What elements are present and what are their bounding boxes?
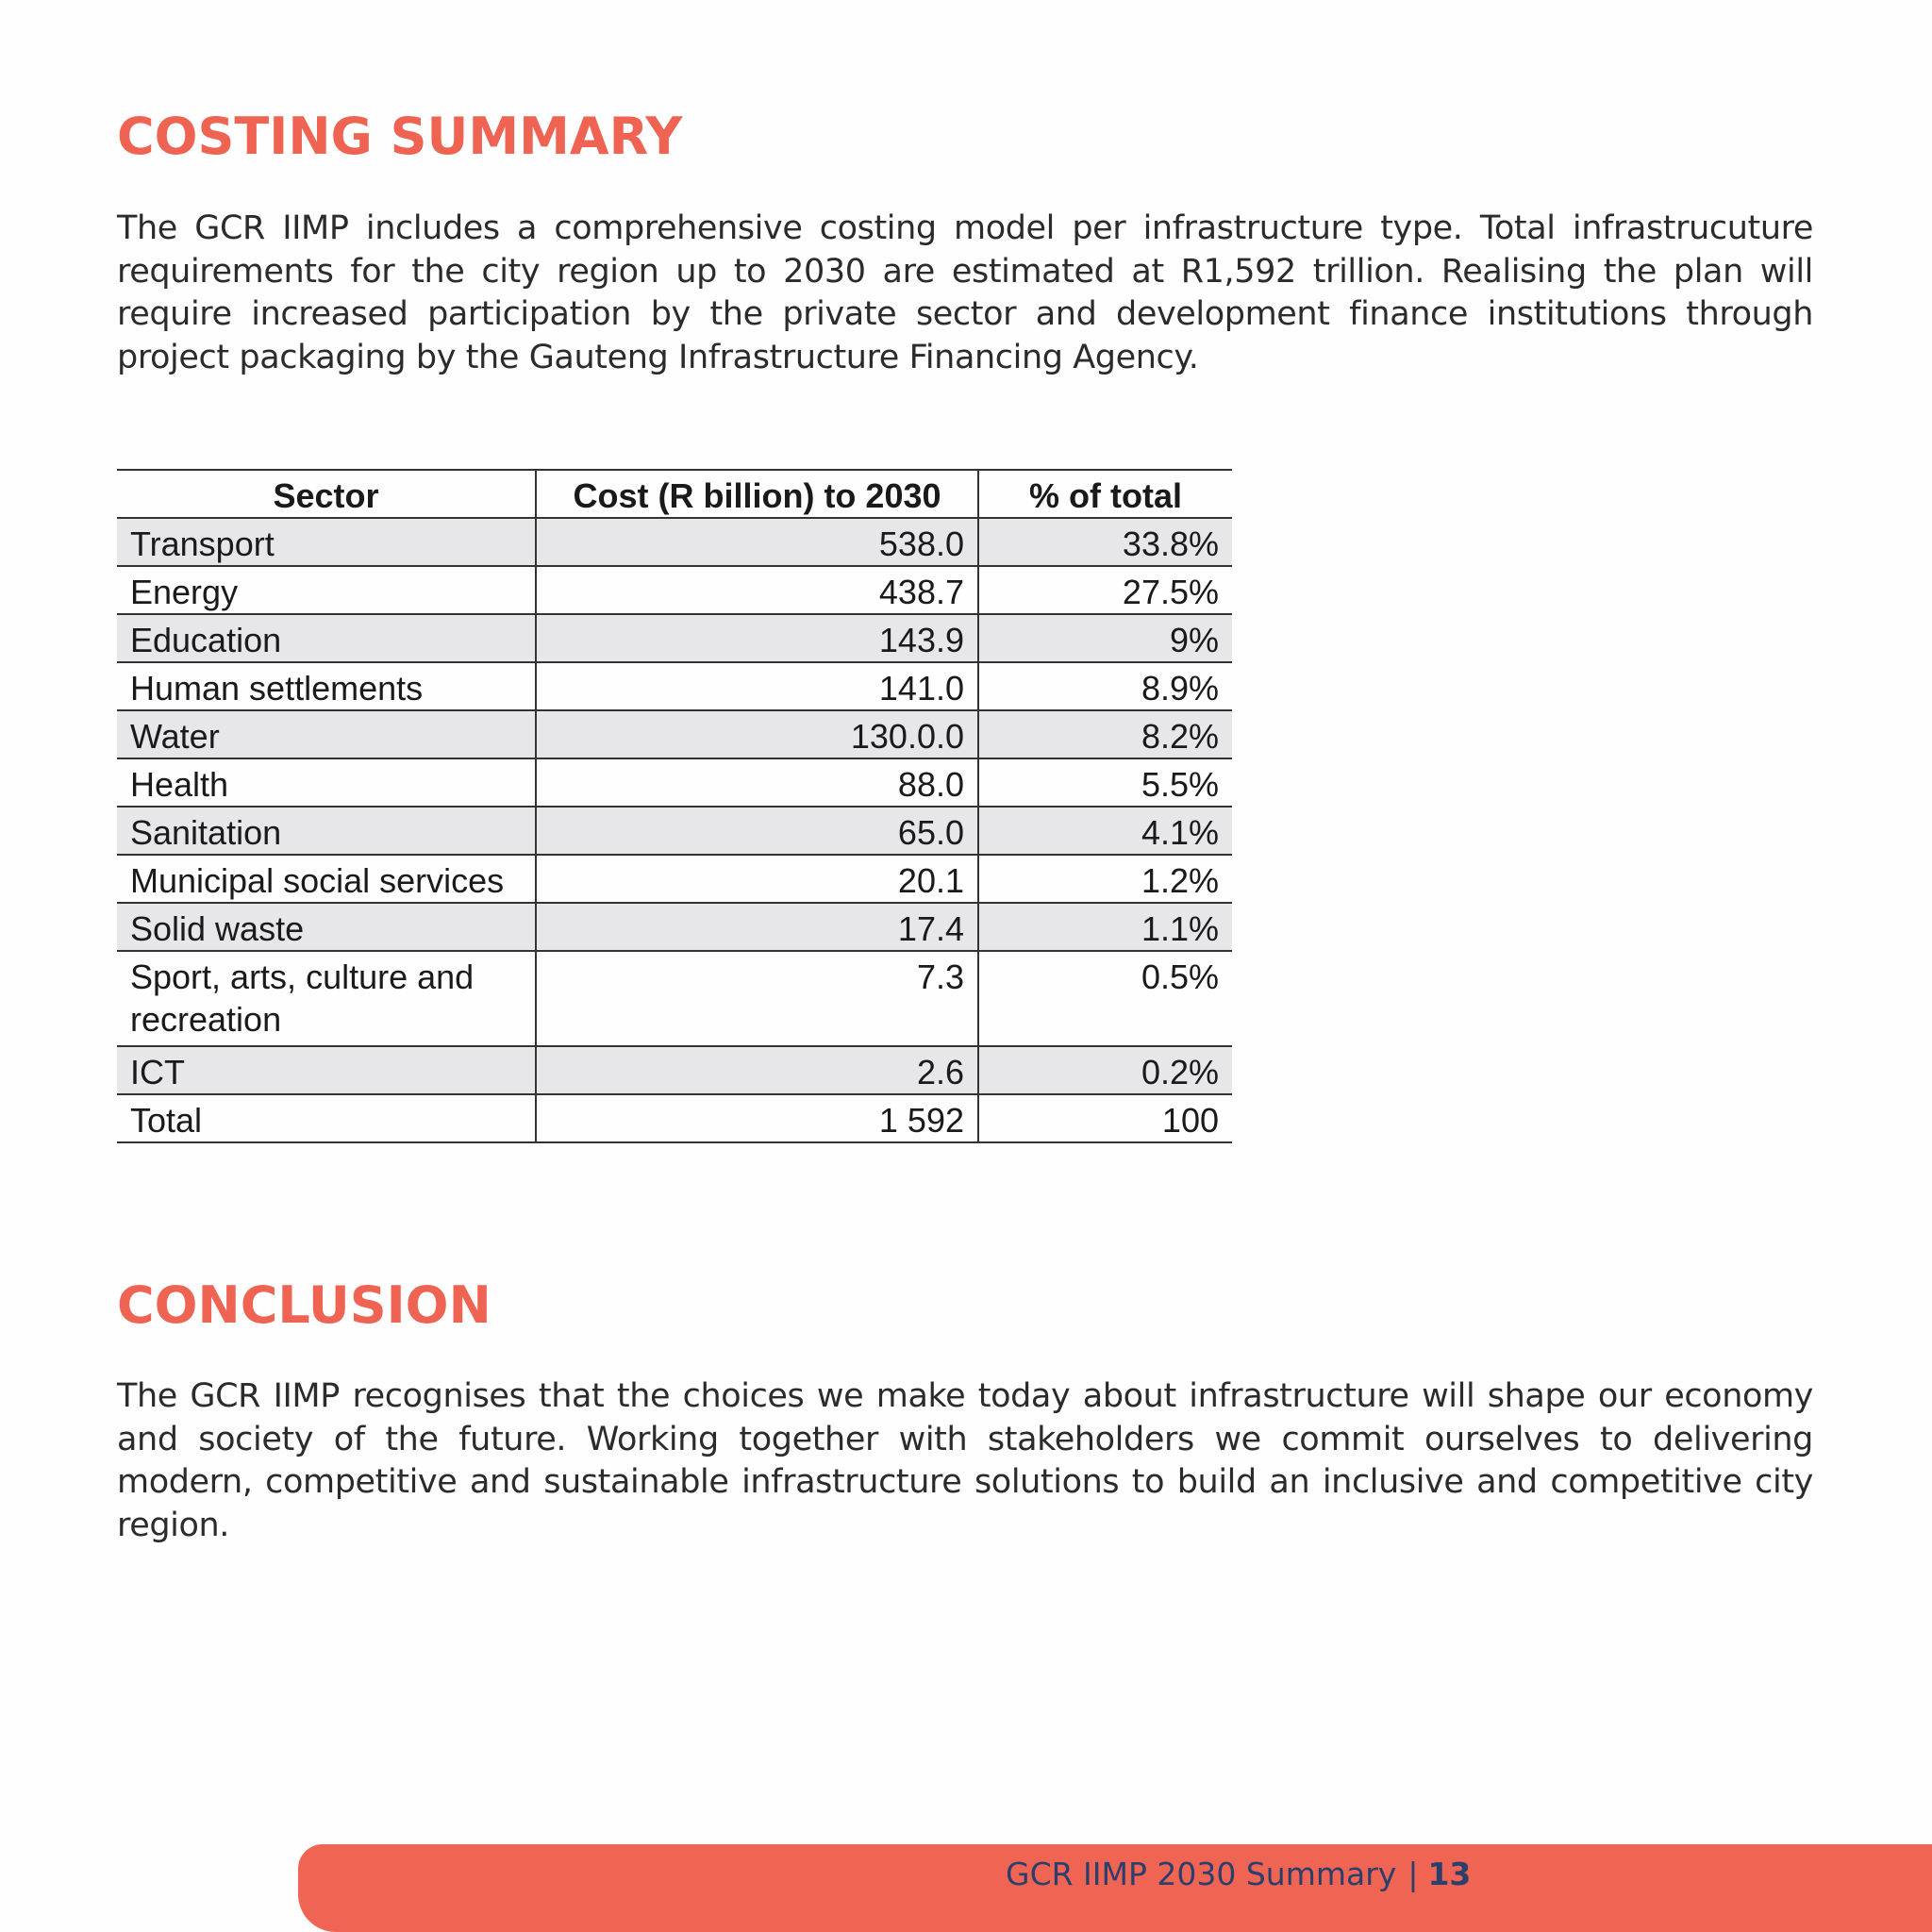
cost-cell: 141.0	[536, 662, 978, 710]
cost-cell: 1 592	[536, 1094, 978, 1142]
cost-cell: 7.3	[536, 951, 978, 1046]
conclusion-title: CONCLUSION	[117, 1275, 491, 1335]
table-row	[117, 807, 1232, 855]
cost-cell: 143.9	[536, 614, 978, 662]
sector-cell: Water	[117, 710, 536, 758]
sector-cell: Sport, arts, culture and recreation	[117, 951, 536, 1046]
percent-cell: 0.2%	[978, 1046, 1232, 1094]
percent-cell: 9%	[978, 614, 1232, 662]
cost-cell: 130.0.0	[536, 710, 978, 758]
conclusion-paragraph: The GCR IIMP recognises that the choices we make today about infrastructure will shape our economy and society of the future. Working together with stakeholders we commit ourselves to delivering modern, competitive and sustainable infrastructure solutions to build an inclusive and competitive city region.	[117, 1377, 1813, 1544]
sector-cell: ICT	[117, 1046, 536, 1094]
sector-cell: Total	[117, 1094, 536, 1142]
sector-cell: Transport	[117, 518, 536, 566]
table-row	[117, 758, 1232, 807]
cost-cell: 2.6	[536, 1046, 978, 1094]
cost-cell: 538.0	[536, 518, 978, 566]
table-row	[117, 710, 1232, 758]
cost-cell: 17.4	[536, 903, 978, 951]
table-header-row	[117, 470, 1232, 518]
cost-cell: 20.1	[536, 855, 978, 903]
percent-cell: 100	[978, 1094, 1232, 1142]
cost-cell: 438.7	[536, 566, 978, 614]
sector-cell: Human settlements	[117, 662, 536, 710]
costing-summary-paragraph: The GCR IIMP includes a comprehensive costing model per infrastructure type. Total infrastrucuture requirements for the city region up to 2030 are estimated at R1,592 trillion. Realising the plan will require increased participation by the private sector and development finance institutions through project packaging by the Gauteng Infrastructure Financing Agency.	[117, 209, 1813, 376]
table-row	[117, 1046, 1232, 1094]
sector-cell: Energy	[117, 566, 536, 614]
percent-cell: 8.9%	[978, 662, 1232, 710]
footer-doc-title: GCR IIMP 2030 Summary	[1006, 1856, 1397, 1892]
percent-cell: 1.1%	[978, 903, 1232, 951]
sector-cell: Solid waste	[117, 903, 536, 951]
header-cost: Cost (R billion) to 2030	[536, 470, 978, 518]
table-row	[117, 903, 1232, 951]
cost-cell: 88.0	[536, 758, 978, 807]
costing-summary-title: COSTING SUMMARY	[117, 107, 683, 166]
page-number: 13	[1427, 1856, 1472, 1892]
sector-cell: Health	[117, 758, 536, 807]
percent-cell: 4.1%	[978, 807, 1232, 855]
table-row	[117, 614, 1232, 662]
sector-cell: Municipal social services	[117, 855, 536, 903]
table-row	[117, 566, 1232, 614]
sector-cell: Sanitation	[117, 807, 536, 855]
header-percent: % of total	[978, 470, 1232, 518]
percent-cell: 27.5%	[978, 566, 1232, 614]
costing-table	[117, 469, 1232, 1143]
footer-separator: |	[1407, 1856, 1419, 1892]
percent-cell: 5.5%	[978, 758, 1232, 807]
header-sector: Sector	[117, 470, 536, 518]
table-row	[117, 662, 1232, 710]
cost-cell: 65.0	[536, 807, 978, 855]
footer	[1006, 1854, 1471, 1895]
percent-cell: 8.2%	[978, 710, 1232, 758]
percent-cell: 0.5%	[978, 951, 1232, 1046]
table-row	[117, 951, 1232, 1046]
table-row-total	[117, 1094, 1232, 1142]
percent-cell: 1.2%	[978, 855, 1232, 903]
table-row	[117, 518, 1232, 566]
sector-cell: Education	[117, 614, 536, 662]
table-row	[117, 855, 1232, 903]
percent-cell: 33.8%	[978, 518, 1232, 566]
